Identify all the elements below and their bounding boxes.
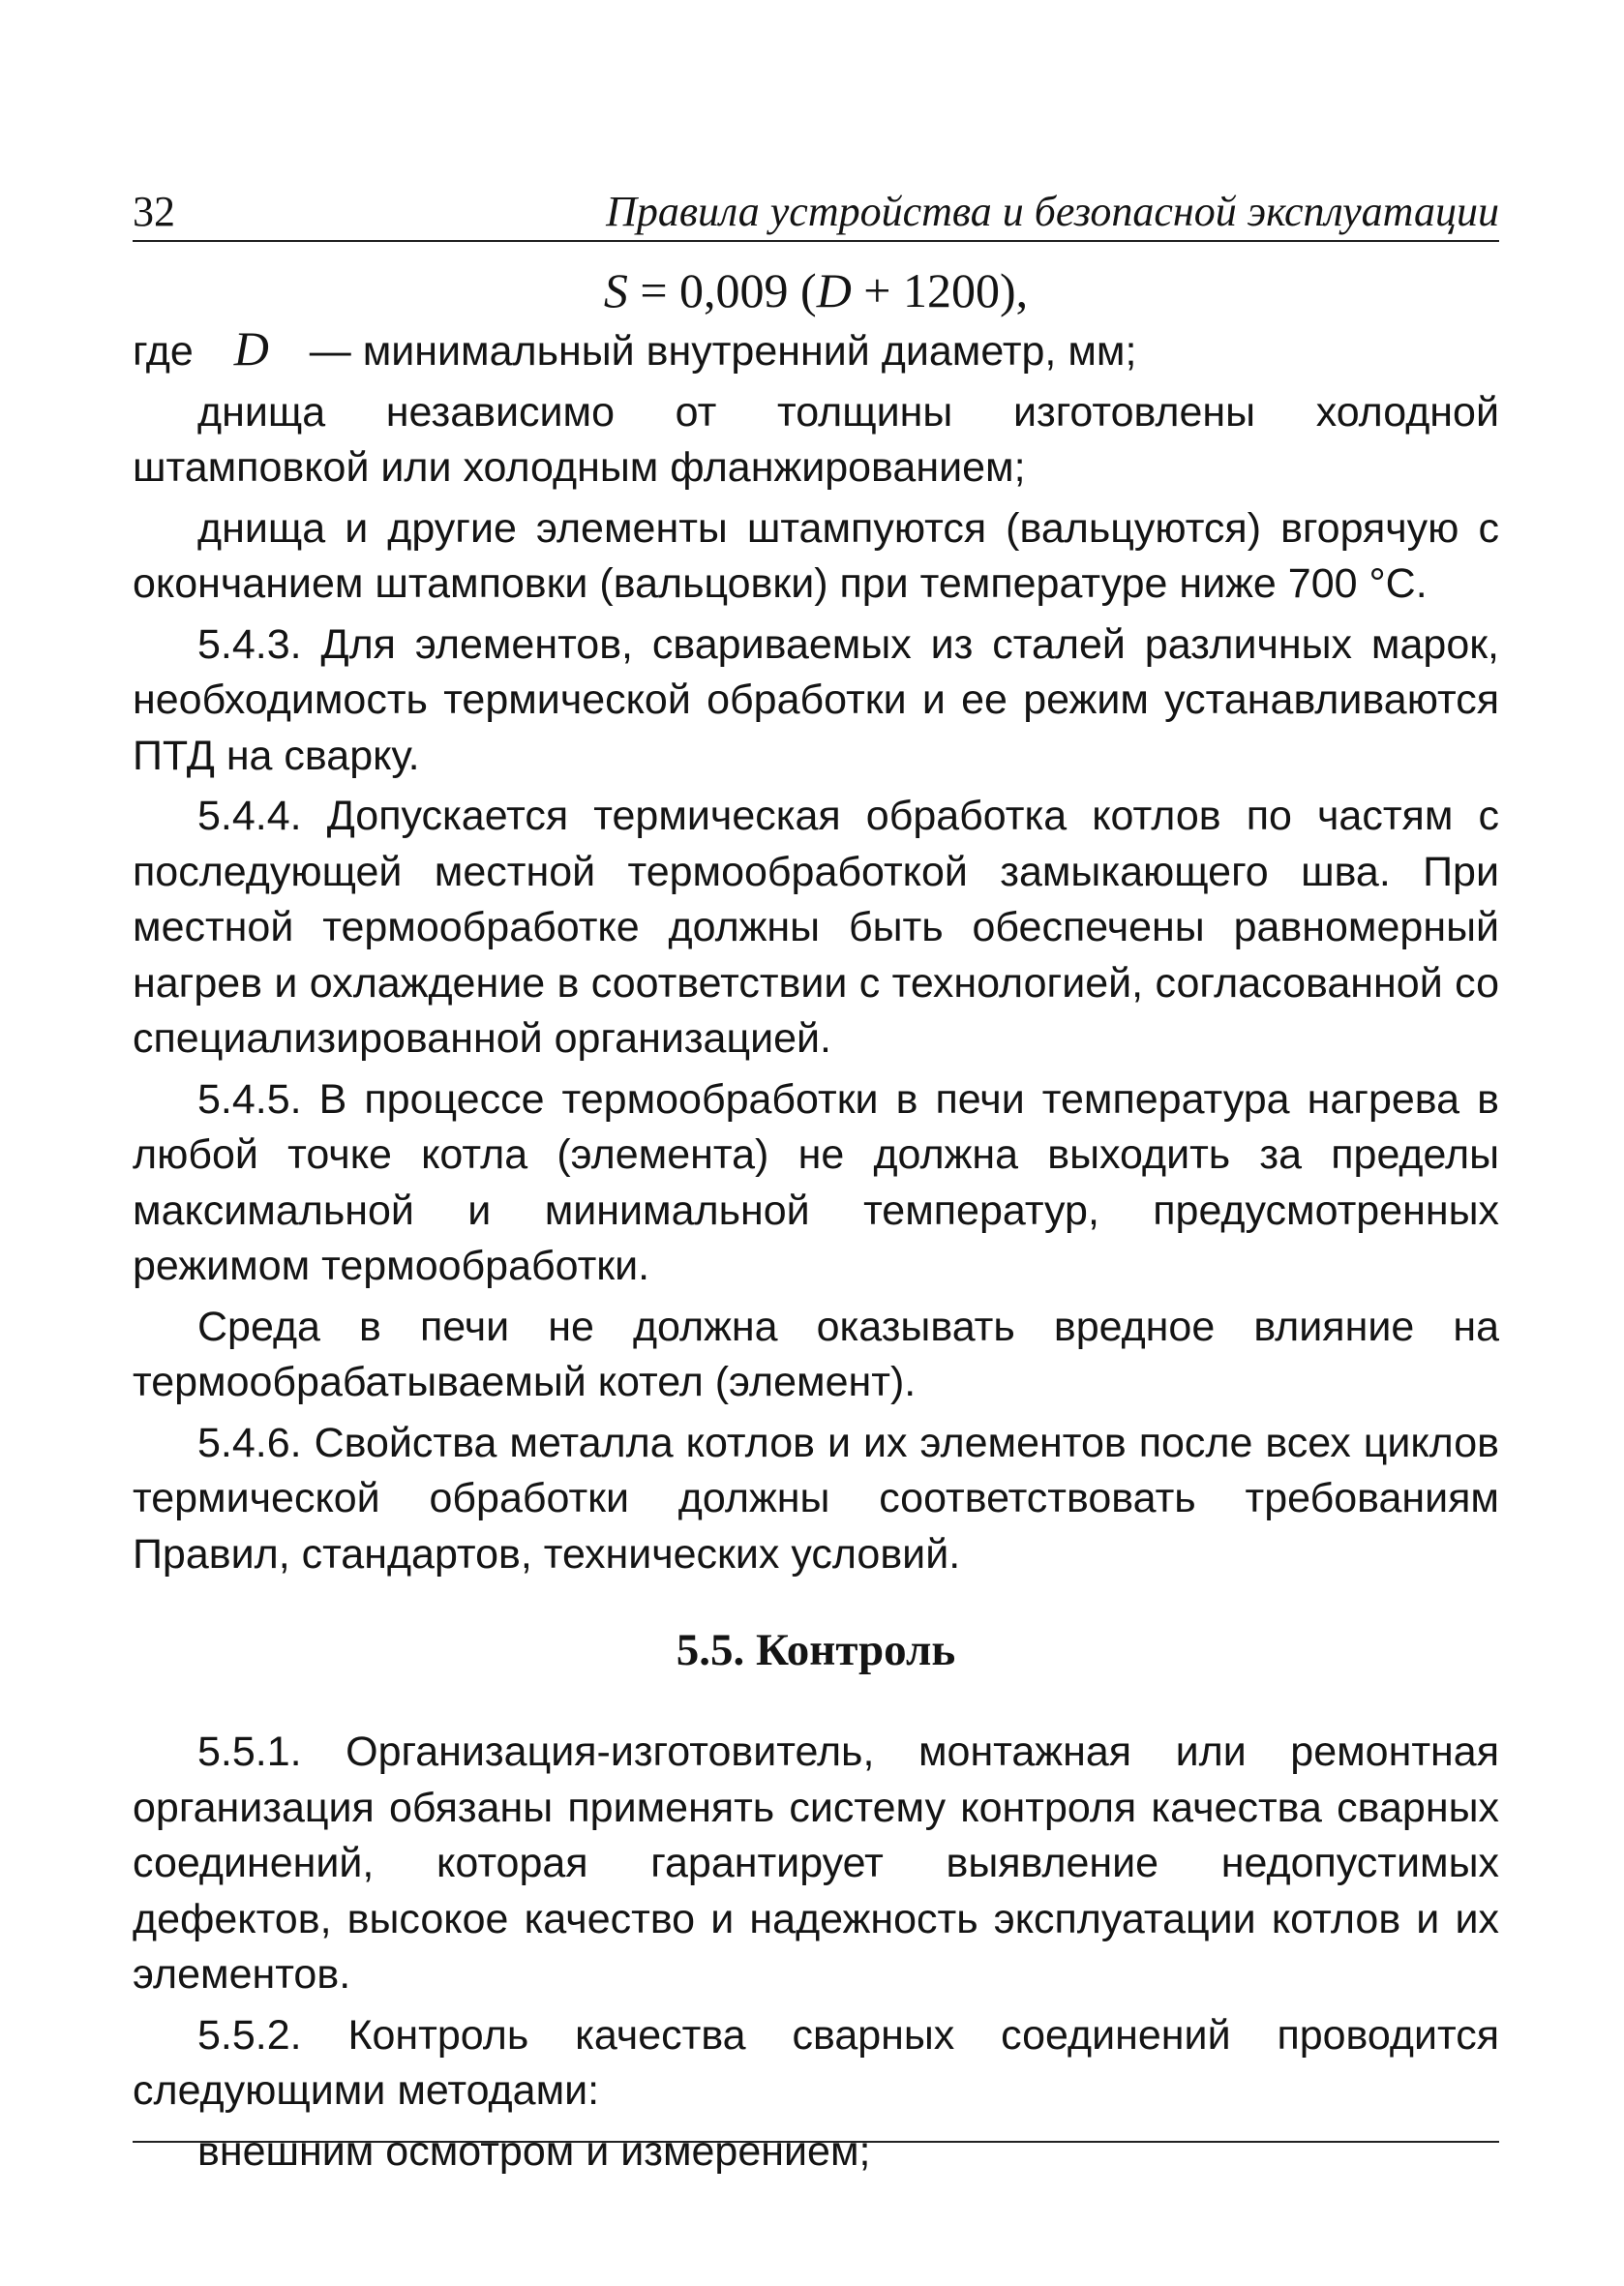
running-header <box>133 184 1499 242</box>
formula-expression-end: + 1200), <box>851 263 1029 317</box>
paragraph-furnace-medium: Среда в печи не должна оказывать вредное влияние на термообрабатываемый котел (элемент). <box>133 1303 1499 1405</box>
paragraph-bottoms-cold: днища независимо от толщины изготовлены холодной штамповкой или холодным фланжированием; <box>133 388 1499 491</box>
page-number: 32 <box>133 188 175 235</box>
formula-expression-start: = 0,009 ( <box>627 263 817 317</box>
paragraph-5-4-5: 5.4.5. В процессе термообработки в печи температура нагрева в любой точке котла (элемента) не должна выходить за пределы максимальной и минимальной температур, предусмотренных режимом термообработки. <box>133 1075 1499 1289</box>
paragraph-5-5-2: 5.5.2. Контроль качества сварных соединений проводится следующими методами: <box>133 2011 1499 2114</box>
paragraph-5-4-6: 5.4.6. Свойства металла котлов и их элементов после всех циклов термической обработки должны соответствовать требованиям Правил, стандартов, технических условий. <box>133 1419 1499 1578</box>
where-definition: — минимальный внутренний диаметр, мм; <box>309 328 1137 375</box>
paragraph-bottoms-hot: днища и другие элементы штампуются (вальцуются) вгорячую с окончанием штамповки (вальцовки) при температуре ниже 700 °С. <box>133 504 1499 607</box>
formula-variable-d: D <box>816 263 852 317</box>
paragraph-5-5-1: 5.5.1. Организация-изготовитель, монтажная или ремонтная организация обязаны применять систему контроля качества сварных соединений, которая гарантирует выявление недопустимых дефектов, высокое качество и надежность эксплуатации котлов и их элементов. <box>133 1729 1499 1998</box>
body-text <box>133 321 1499 2184</box>
paragraph-visual-inspection: внешним осмотром и измерением; <box>197 2127 871 2175</box>
section-heading: 5.5. Контроль <box>676 1625 956 1675</box>
where-variable: D <box>233 321 269 376</box>
formula-variable-s: S <box>603 263 628 317</box>
document-page <box>133 0 1499 2286</box>
footer-rule <box>133 2141 1499 2143</box>
formula <box>133 261 1499 319</box>
paragraph-5-4-3: 5.4.3. Для элементов, свариваемых из сталей различных марок, необходимость термической обработки и ее режим устанавливаются ПТД на сварку. <box>133 620 1499 779</box>
paragraph-5-4-4: 5.4.4. Допускается термическая обработка котлов по частям с последующей местной термообработкой замыкающего шва. При местной термообработке должны быть обеспечены равномерный нагрев и охлаждение в соответствии с технологией, согласованной со специализированной организацией. <box>133 793 1499 1062</box>
running-title: Правила устройства и безопасной эксплуатации <box>606 188 1499 235</box>
where-lead: где <box>133 328 194 375</box>
where-clause <box>133 321 1499 380</box>
